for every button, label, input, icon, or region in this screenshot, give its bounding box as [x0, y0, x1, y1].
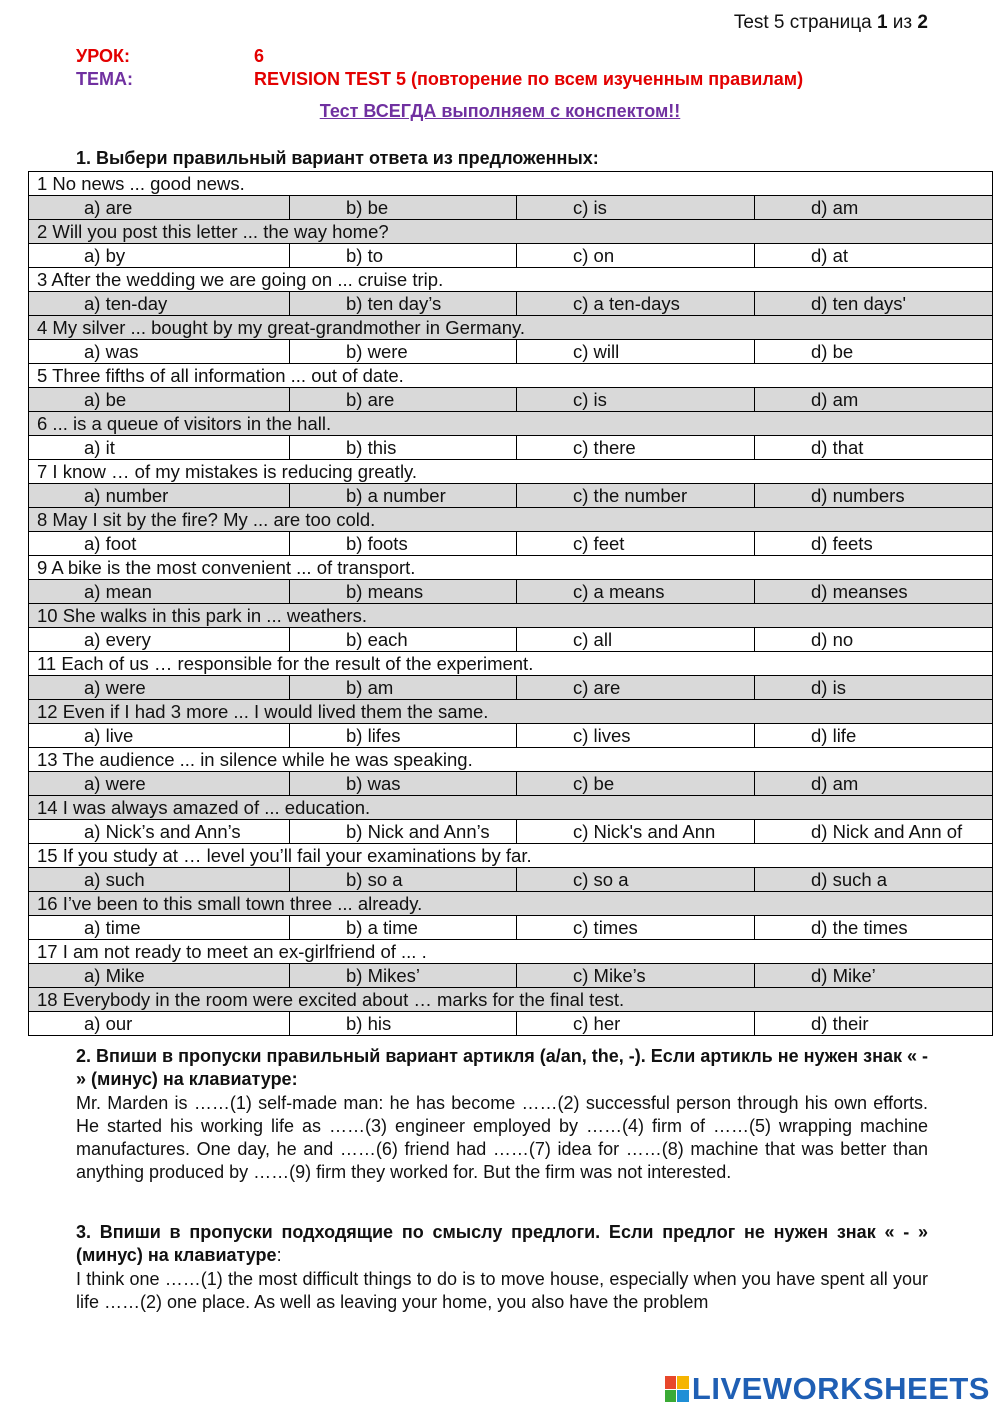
logo-square: [665, 1390, 677, 1403]
options-row: [29, 196, 993, 220]
answer-option[interactable]: d) meanses: [755, 580, 993, 604]
answer-option[interactable]: a) time: [29, 916, 290, 940]
question-text: 14 I was always amazed of ... education.: [29, 796, 993, 820]
answer-option[interactable]: c) a means: [517, 580, 755, 604]
answer-option[interactable]: c) is: [517, 196, 755, 220]
lesson-value: 6: [254, 46, 265, 66]
answer-option[interactable]: d) no: [755, 628, 993, 652]
answer-option[interactable]: b) am: [290, 676, 517, 700]
answer-option[interactable]: c) lives: [517, 724, 755, 748]
answer-option[interactable]: a) mean: [29, 580, 290, 604]
question-row: [29, 844, 993, 868]
options-row: [29, 676, 993, 700]
answer-option[interactable]: d) at: [755, 244, 993, 268]
question-text: 9 A bike is the most convenient ... of transport.: [29, 556, 993, 580]
page-header: Test 5 страница 1 из 2: [733, 12, 928, 33]
answer-option[interactable]: d) numbers: [755, 484, 993, 508]
answer-option[interactable]: a) every: [29, 628, 290, 652]
question-text: 10 She walks in this park in ... weathers.: [29, 604, 993, 628]
question-row: [29, 556, 993, 580]
question-text: 1 No news ... good news.: [29, 172, 993, 196]
question-text: 16 I’ve been to this small town three ... already.: [29, 892, 993, 916]
answer-option[interactable]: d) am: [755, 388, 993, 412]
answer-option[interactable]: d) such a: [755, 868, 993, 892]
question-row: [29, 412, 993, 436]
answer-option[interactable]: a) live: [29, 724, 290, 748]
question-row: [29, 988, 993, 1012]
task3-heading: 3. Впиши в пропуски подходящие по смыслу предлоги. Если предлог не нужен знак « - » (минус) на клавиатуре:: [76, 1222, 928, 1266]
answer-option[interactable]: d) ten days': [755, 292, 993, 316]
answer-option[interactable]: a) number: [29, 484, 290, 508]
answer-option[interactable]: b) his: [290, 1012, 517, 1036]
answer-option[interactable]: c) is: [517, 388, 755, 412]
answer-option[interactable]: d) is: [755, 676, 993, 700]
answer-option[interactable]: d) feets: [755, 532, 993, 556]
answer-option[interactable]: d) am: [755, 772, 993, 796]
question-row: [29, 652, 993, 676]
answer-option[interactable]: b) a time: [290, 916, 517, 940]
brand-text: LIVEWORKSHEETS: [691, 1371, 990, 1406]
answer-option[interactable]: a) Mike: [29, 964, 290, 988]
question-row: [29, 316, 993, 340]
answer-option[interactable]: d) that: [755, 436, 993, 460]
options-row: [29, 916, 993, 940]
options-row: [29, 1012, 993, 1036]
question-text: 4 My silver ... bought by my great-grandmother in Germany.: [29, 316, 993, 340]
task3-body: I think one ……(1) the most difficult things to do is to move house, especially when you have spent all your life ……(2) one place. As well as leaving your home, you also have the problem: [76, 1268, 928, 1312]
answer-option[interactable]: d) am: [755, 196, 993, 220]
answer-option[interactable]: b) foots: [290, 532, 517, 556]
answer-option[interactable]: c) Mike’s: [517, 964, 755, 988]
answer-option[interactable]: c) will: [517, 340, 755, 364]
topic-value: REVISION TEST 5 (повторение по всем изученным правилам): [254, 69, 804, 89]
answer-option[interactable]: d) Mike’: [755, 964, 993, 988]
logo-square: [677, 1376, 689, 1389]
options-row: [29, 292, 993, 316]
answer-option[interactable]: c) times: [517, 916, 755, 940]
answer-option[interactable]: a) are: [29, 196, 290, 220]
options-row: [29, 628, 993, 652]
question-text: 11 Each of us … responsible for the result of the experiment.: [29, 652, 993, 676]
answer-option[interactable]: a) was: [29, 340, 290, 364]
question-text: 18 Everybody in the room were excited about … marks for the final test.: [29, 988, 993, 1012]
answer-option[interactable]: c) so a: [517, 868, 755, 892]
answer-option[interactable]: b) each: [290, 628, 517, 652]
answer-option[interactable]: c) Nick's and Ann: [517, 820, 755, 844]
options-row: [29, 436, 993, 460]
options-row: [29, 244, 993, 268]
question-text: 7 I know … of my mistakes is reducing greatly.: [29, 460, 993, 484]
answer-option[interactable]: c) a ten-days: [517, 292, 755, 316]
question-text: 8 May I sit by the fire? My ... are too cold.: [29, 508, 993, 532]
options-row: [29, 340, 993, 364]
options-row: [29, 532, 993, 556]
answer-option[interactable]: c) her: [517, 1012, 755, 1036]
answer-option[interactable]: c) all: [517, 628, 755, 652]
question-row: [29, 892, 993, 916]
answer-option[interactable]: d) Nick and Ann of: [755, 820, 993, 844]
answer-option[interactable]: b) ten day’s: [290, 292, 517, 316]
answer-option[interactable]: c) there: [517, 436, 755, 460]
topic-line: [76, 69, 803, 90]
answer-option[interactable]: b) means: [290, 580, 517, 604]
lesson-label: УРОК:: [76, 46, 130, 66]
topic-label: ТЕМА:: [76, 69, 133, 89]
question-row: [29, 604, 993, 628]
logo-square: [665, 1376, 677, 1389]
task2-body: Mr. Marden is ……(1) self-made man: he has become ……(2) successful person through his own efforts. He started his working life as ……(3) engineer employed by ……(4) firm of ……(5) wrapping machine manufactures. One day, he and ……(6) friend had ……(7) idea for ……(8) machine that was better than anything produced by ……(9) firm they worked for. But the firm was not interested.: [76, 1092, 928, 1183]
answer-option[interactable]: b) be: [290, 196, 517, 220]
task2: [76, 1045, 928, 1185]
answer-option[interactable]: b) Nick and Ann’s: [290, 820, 517, 844]
answer-option[interactable]: a) such: [29, 868, 290, 892]
answer-option[interactable]: a) our: [29, 1012, 290, 1036]
answer-option[interactable]: a) be: [29, 388, 290, 412]
question-text: 13 The audience ... in silence while he was speaking.: [29, 748, 993, 772]
question-text: 6 ... is a queue of visitors in the hall.: [29, 412, 993, 436]
answer-option[interactable]: b) to: [290, 244, 517, 268]
task1-heading: 1. Выбери правильный вариант ответа из предложенных:: [76, 148, 599, 168]
question-row: [29, 220, 993, 244]
question-text: 17 I am not ready to meet an ex-girlfriend of ... .: [29, 940, 993, 964]
answer-option[interactable]: a) ten-day: [29, 292, 290, 316]
question-text: 12 Even if I had 3 more ... I would lived them the same.: [29, 700, 993, 724]
options-row: [29, 964, 993, 988]
answer-option[interactable]: b) this: [290, 436, 517, 460]
question-row: [29, 364, 993, 388]
options-row: [29, 868, 993, 892]
question-text: 3 After the wedding we are going on ... cruise trip.: [29, 268, 993, 292]
answer-option[interactable]: b) a number: [290, 484, 517, 508]
notice: Тест ВСЕГДА выполняем с конспектом!!: [319, 101, 681, 121]
question-row: [29, 700, 993, 724]
answer-option[interactable]: b) was: [290, 772, 517, 796]
answer-option[interactable]: b) were: [290, 340, 517, 364]
answer-option[interactable]: b) are: [290, 388, 517, 412]
answer-option[interactable]: d) the times: [755, 916, 993, 940]
options-row: [29, 772, 993, 796]
answer-option[interactable]: b) lifes: [290, 724, 517, 748]
answer-option[interactable]: a) were: [29, 772, 290, 796]
question-row: [29, 748, 993, 772]
question-row: [29, 172, 993, 196]
question-text: 2 Will you post this letter ... the way home?: [29, 220, 993, 244]
answer-option[interactable]: a) were: [29, 676, 290, 700]
answer-option[interactable]: d) life: [755, 724, 993, 748]
options-row: [29, 820, 993, 844]
question-row: [29, 796, 993, 820]
answer-option[interactable]: a) it: [29, 436, 290, 460]
answer-option[interactable]: c) be: [517, 772, 755, 796]
liveworksheets-logo-icon: [665, 1376, 689, 1402]
question-text: 15 If you study at … level you’ll fail your examinations by far.: [29, 844, 993, 868]
answer-option[interactable]: b) Mikes’: [290, 964, 517, 988]
options-row: [29, 724, 993, 748]
answer-option[interactable]: c) the number: [517, 484, 755, 508]
answer-option[interactable]: a) foot: [29, 532, 290, 556]
answer-option[interactable]: d) be: [755, 340, 993, 364]
question-row: [29, 940, 993, 964]
lesson-line: [76, 46, 264, 67]
answer-option[interactable]: d) their: [755, 1012, 993, 1036]
answer-option[interactable]: c) are: [517, 676, 755, 700]
answer-option[interactable]: c) on: [517, 244, 755, 268]
questions-table: [28, 171, 993, 1036]
options-row: [29, 388, 993, 412]
options-row: [29, 484, 993, 508]
task3: [76, 1221, 928, 1314]
question-row: [29, 268, 993, 292]
answer-option[interactable]: a) by: [29, 244, 290, 268]
question-row: [29, 508, 993, 532]
options-row: [29, 580, 993, 604]
logo-square: [677, 1390, 689, 1403]
answer-option[interactable]: c) feet: [517, 532, 755, 556]
answer-option[interactable]: b) so a: [290, 868, 517, 892]
task2-heading: 2. Впиши в пропуски правильный вариант артикля (a/an, the, -). Если артикль не нужен знак « - » (минус) на клавиатуре:: [76, 1046, 928, 1090]
answer-option[interactable]: a) Nick’s and Ann’s: [29, 820, 290, 844]
question-text: 5 Three fifths of all information ... out of date.: [29, 364, 993, 388]
question-row: [29, 460, 993, 484]
liveworksheets-brand: [665, 1371, 990, 1407]
